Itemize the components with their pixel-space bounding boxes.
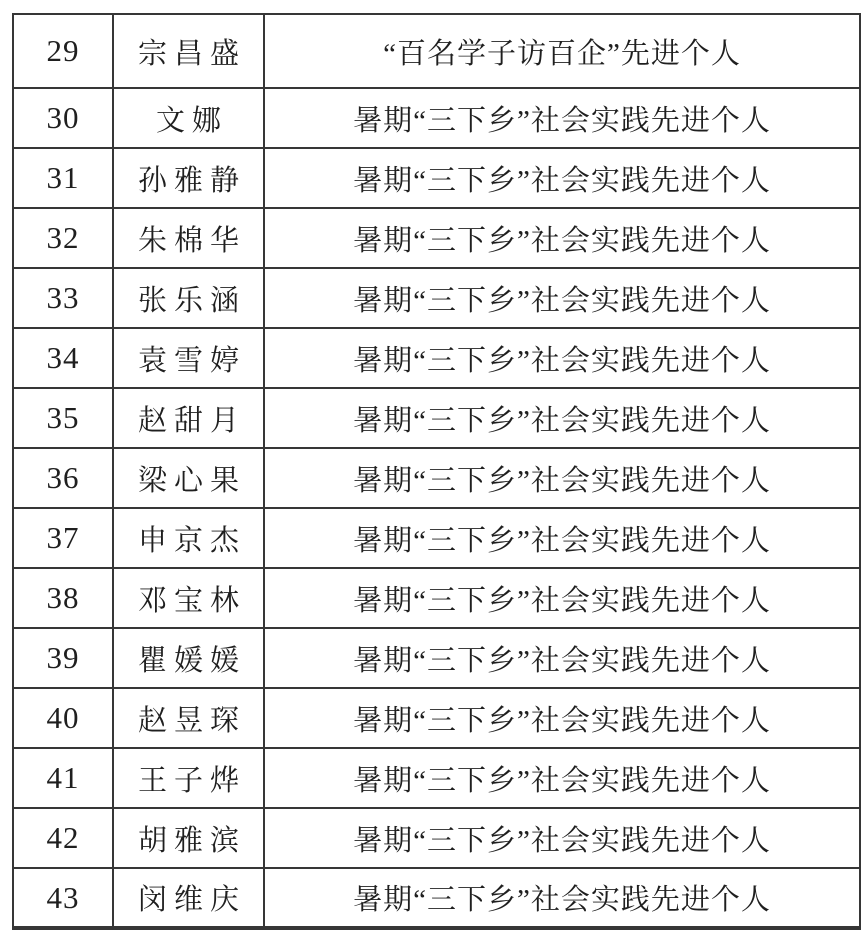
table-row (13, 508, 860, 568)
table-row (13, 148, 860, 208)
table-row (13, 568, 860, 628)
award-cell: 暑期“三下乡”社会实践先进个人 (264, 868, 860, 928)
award-cell: 暑期“三下乡”社会实践先进个人 (264, 328, 860, 388)
table-row (13, 808, 860, 868)
table-row (13, 268, 860, 328)
table-row (13, 448, 860, 508)
rank-cell: 36 (13, 448, 113, 508)
rank-cell: 41 (13, 748, 113, 808)
table-row (13, 388, 860, 448)
name-cell: 宗昌盛 (113, 14, 264, 88)
rank-cell: 31 (13, 148, 113, 208)
name-cell: 赵昱琛 (113, 688, 264, 748)
rank-cell: 39 (13, 628, 113, 688)
name-cell: 瞿媛媛 (113, 628, 264, 688)
table-row (13, 328, 860, 388)
rank-cell: 34 (13, 328, 113, 388)
award-table (12, 13, 861, 930)
name-cell: 孙雅静 (113, 148, 264, 208)
award-cell: 暑期“三下乡”社会实践先进个人 (264, 808, 860, 868)
rank-cell: 37 (13, 508, 113, 568)
rank-cell: 33 (13, 268, 113, 328)
rank-cell: 40 (13, 688, 113, 748)
rank-cell: 43 (13, 868, 113, 928)
table-row (13, 208, 860, 268)
rank-cell: 30 (13, 88, 113, 148)
name-cell: 胡雅滨 (113, 808, 264, 868)
name-cell: 袁雪婷 (113, 328, 264, 388)
award-cell: 暑期“三下乡”社会实践先进个人 (264, 388, 860, 448)
award-cell: 暑期“三下乡”社会实践先进个人 (264, 448, 860, 508)
rank-cell: 38 (13, 568, 113, 628)
table-row (13, 688, 860, 748)
table-row (13, 868, 860, 928)
name-cell: 梁心果 (113, 448, 264, 508)
award-cell: 暑期“三下乡”社会实践先进个人 (264, 268, 860, 328)
rank-cell: 29 (13, 14, 113, 88)
name-cell: 赵甜月 (113, 388, 264, 448)
name-cell: 闵维庆 (113, 868, 264, 928)
table-row (13, 628, 860, 688)
name-cell: 申京杰 (113, 508, 264, 568)
table-row (13, 88, 860, 148)
name-cell: 朱棉华 (113, 208, 264, 268)
name-cell: 邓宝林 (113, 568, 264, 628)
award-cell: “百名学子访百企”先进个人 (264, 14, 860, 88)
award-cell: 暑期“三下乡”社会实践先进个人 (264, 748, 860, 808)
award-cell: 暑期“三下乡”社会实践先进个人 (264, 148, 860, 208)
award-cell: 暑期“三下乡”社会实践先进个人 (264, 508, 860, 568)
rank-cell: 42 (13, 808, 113, 868)
award-cell: 暑期“三下乡”社会实践先进个人 (264, 208, 860, 268)
table-row (13, 14, 860, 88)
table-row (13, 748, 860, 808)
award-cell: 暑期“三下乡”社会实践先进个人 (264, 688, 860, 748)
award-cell: 暑期“三下乡”社会实践先进个人 (264, 628, 860, 688)
name-cell: 文娜 (113, 88, 264, 148)
rank-cell: 35 (13, 388, 113, 448)
name-cell: 王子烨 (113, 748, 264, 808)
rank-cell: 32 (13, 208, 113, 268)
award-table-body (13, 14, 860, 928)
name-cell: 张乐涵 (113, 268, 264, 328)
award-cell: 暑期“三下乡”社会实践先进个人 (264, 568, 860, 628)
award-cell: 暑期“三下乡”社会实践先进个人 (264, 88, 860, 148)
